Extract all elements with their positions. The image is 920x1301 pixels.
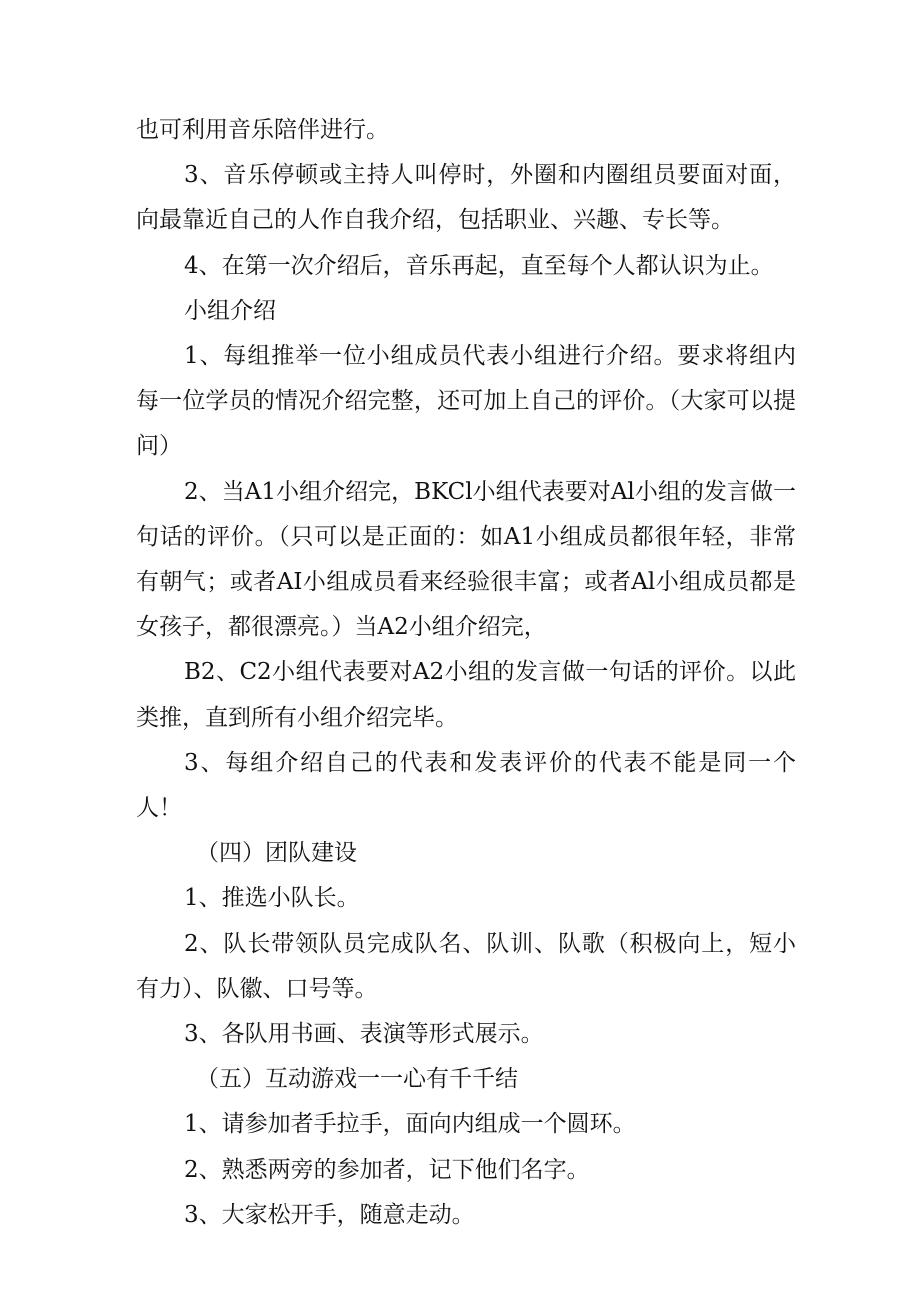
paragraph-continuation: 也可利用音乐陪伴进行。 xyxy=(136,117,389,143)
section-heading-team-building: （四）团队建设 xyxy=(196,840,357,867)
section-heading-group-intro: 小组介绍 xyxy=(184,297,276,324)
paragraph-group-step-3: 3、每组介绍自己的代表和发表评价的代表不能是同一个人！ xyxy=(136,749,796,822)
paragraph-team-step-1: 1、推选小队长。 xyxy=(184,885,360,912)
paragraph-game-step-3: 3、大家松开手，随意走动。 xyxy=(184,1201,475,1228)
paragraph-step-3: 3、音乐停顿或主持人叫停时，外圈和内圈组员要面对面，向最靠近自己的人作自我介绍，包括职业、兴趣、专长等。 xyxy=(136,162,796,234)
section-heading-game: （五）互动游戏一一心有千千结 xyxy=(196,1066,518,1093)
paragraph-group-step-2: 2、当A1小组介绍完，BKCl小组代表要对Al小组的发言做一句话的评价。（只可以是正面的：如A1小组成员都很年轻，非常有朝气；或者AI小组成员看来经验很丰富；或者Al小组成员都是女孩子，都很漂亮。）当A2小组介绍完， xyxy=(136,478,796,641)
paragraph-team-step-2: 2、队长带领队员完成队名、队训、队歌（积极向上，短小有力）、队徽、口号等。 xyxy=(136,930,796,1002)
paragraph-group-step-2-cont: B2、C2小组代表要对A2小组的发言做一句话的评价。以此类推，直到所有小组介绍完毕。 xyxy=(136,659,796,731)
paragraph-game-step-1: 1、请参加者手拉手，面向内组成一个圆环。 xyxy=(184,1111,636,1138)
paragraph-group-step-1: 1、每组推举一位小组成员代表小组进行介绍。要求将组内每一位学员的情况介绍完整，还可加上自己的评价。（大家可以提问） xyxy=(136,343,796,460)
paragraph-game-step-2: 2、熟悉两旁的参加者，记下他们名字。 xyxy=(184,1156,590,1183)
paragraph-team-step-3: 3、各队用书画、表演等形式展示。 xyxy=(184,1021,544,1048)
document-body xyxy=(136,108,796,1238)
paragraph-step-4: 4、在第一次介绍后，音乐再起，直至每个人都认识为止。 xyxy=(184,252,774,279)
